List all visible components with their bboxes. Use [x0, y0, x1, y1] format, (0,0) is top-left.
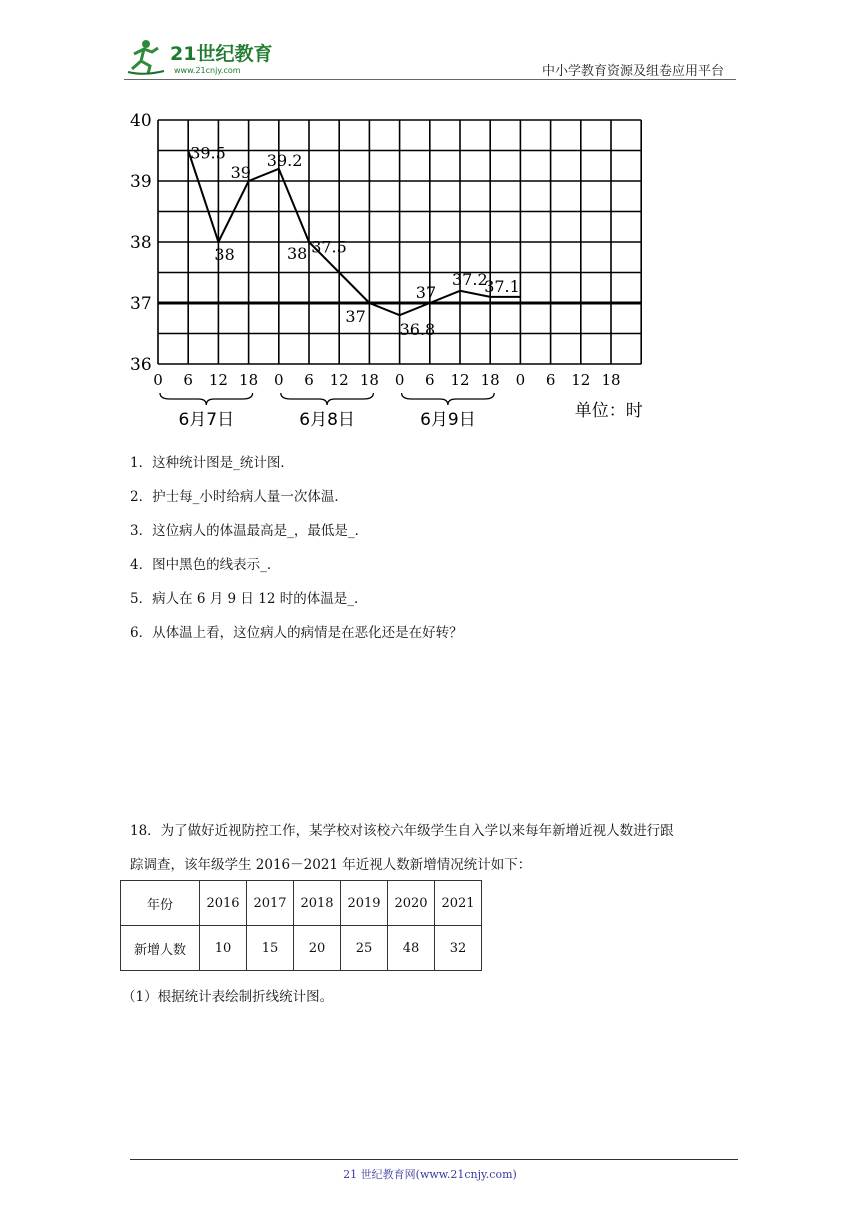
table-cell: 15 — [247, 926, 294, 971]
x-tick-label: 6 — [183, 371, 193, 389]
x-tick-label: 12 — [571, 371, 591, 389]
data-label: 37.2 — [452, 269, 488, 289]
data-label: 37.1 — [484, 276, 520, 296]
table-header-count: 新增人数 — [121, 926, 200, 971]
table-cell: 2021 — [435, 881, 482, 926]
data-label: 37.5 — [311, 237, 347, 257]
table-cell: 48 — [388, 926, 435, 971]
data-label: 39 — [230, 163, 251, 182]
table-cell: 2016 — [200, 881, 247, 926]
y-tick-label: 37 — [130, 294, 152, 314]
x-tick-label: 12 — [329, 371, 349, 389]
table-cell: 25 — [341, 926, 388, 971]
x-tick-label: 6 — [425, 371, 435, 389]
site-logo — [124, 36, 294, 78]
data-label: 37 — [415, 283, 437, 302]
table-cell: 32 — [435, 926, 482, 971]
runner-icon — [128, 40, 164, 74]
table-cell: 2019 — [341, 881, 388, 926]
table-cell: 2018 — [294, 881, 341, 926]
data-label: 39.5 — [190, 143, 226, 163]
table-cell: 2020 — [388, 881, 435, 926]
table-cell: 10 — [200, 926, 247, 971]
unit-label: 单位：时 — [574, 401, 643, 421]
q18-line-2: 踪调查，该年级学生 2016－2021 年近视人数新增情况统计如下： — [130, 857, 532, 873]
table-cell: 20 — [294, 926, 341, 971]
table-cell: 2017 — [247, 881, 294, 926]
question-3: 3．这位病人的体温最高是_，最低是_． — [130, 523, 369, 539]
x-tick-label: 18 — [601, 371, 621, 389]
data-label: 38 — [214, 245, 235, 264]
x-tick-label: 18 — [239, 371, 259, 389]
x-tick-label: 0 — [153, 371, 163, 389]
question-1: 1．这种统计图是_统计图． — [130, 455, 294, 471]
myopia-table — [120, 880, 482, 971]
q18-line-1: 18．为了做好近视防控工作，某学校对该校六年级学生自入学以来每年新增近视人数进行跟 — [130, 823, 674, 839]
day-brace — [160, 393, 253, 405]
y-tick-label: 40 — [130, 111, 152, 131]
day-label: 6月9日 — [420, 410, 476, 428]
x-tick-label: 12 — [450, 371, 470, 389]
footer-divider — [130, 1159, 738, 1160]
day-brace — [281, 393, 374, 405]
question-4: 4．图中黑色的线表示_． — [130, 557, 281, 573]
x-tick-label: 0 — [515, 371, 526, 389]
svg-text:www.21cnjy.com: www.21cnjy.com — [174, 66, 241, 75]
q18-sub-question-1: （1）根据统计表绘制折线统计图。 — [122, 989, 334, 1005]
x-tick-label: 6 — [304, 371, 314, 389]
y-tick-label: 38 — [130, 233, 152, 253]
y-tick-label: 39 — [130, 172, 152, 192]
day-label: 6月7日 — [178, 410, 235, 428]
question-5: 5．病人在 6 月 9 日 12 时的体温是_． — [130, 591, 368, 607]
x-tick-label: 0 — [274, 371, 284, 389]
y-tick-label: 36 — [130, 355, 152, 375]
table-row — [121, 881, 482, 926]
question-6: 6．从体温上看，这位病人的病情是在恶化还是在好转？ — [130, 625, 463, 641]
data-label: 39.2 — [266, 150, 303, 170]
x-tick-label: 18 — [480, 371, 500, 389]
x-tick-label: 0 — [394, 371, 405, 389]
table-header-year: 年份 — [121, 881, 200, 926]
platform-label: 中小学教育资源及组卷应用平台 — [541, 64, 724, 79]
x-tick-label: 12 — [208, 371, 228, 389]
table-row — [121, 926, 482, 971]
svg-text:21世纪教育: 21世纪教育 — [170, 43, 273, 65]
day-label: 6月8日 — [299, 410, 355, 428]
x-tick-label: 18 — [359, 371, 379, 389]
x-tick-label: 6 — [545, 371, 556, 389]
header-divider — [124, 79, 736, 80]
data-label: 36.8 — [399, 320, 436, 340]
temperature-line-chart — [120, 108, 660, 428]
day-brace — [402, 393, 495, 405]
data-label: 37 — [345, 307, 366, 326]
question-2: 2．护士每_小时给病人量一次体温． — [130, 489, 348, 505]
data-label: 38 — [287, 244, 308, 263]
footer-text: 21 世纪教育网(www.21cnjy.com) — [343, 1168, 517, 1181]
